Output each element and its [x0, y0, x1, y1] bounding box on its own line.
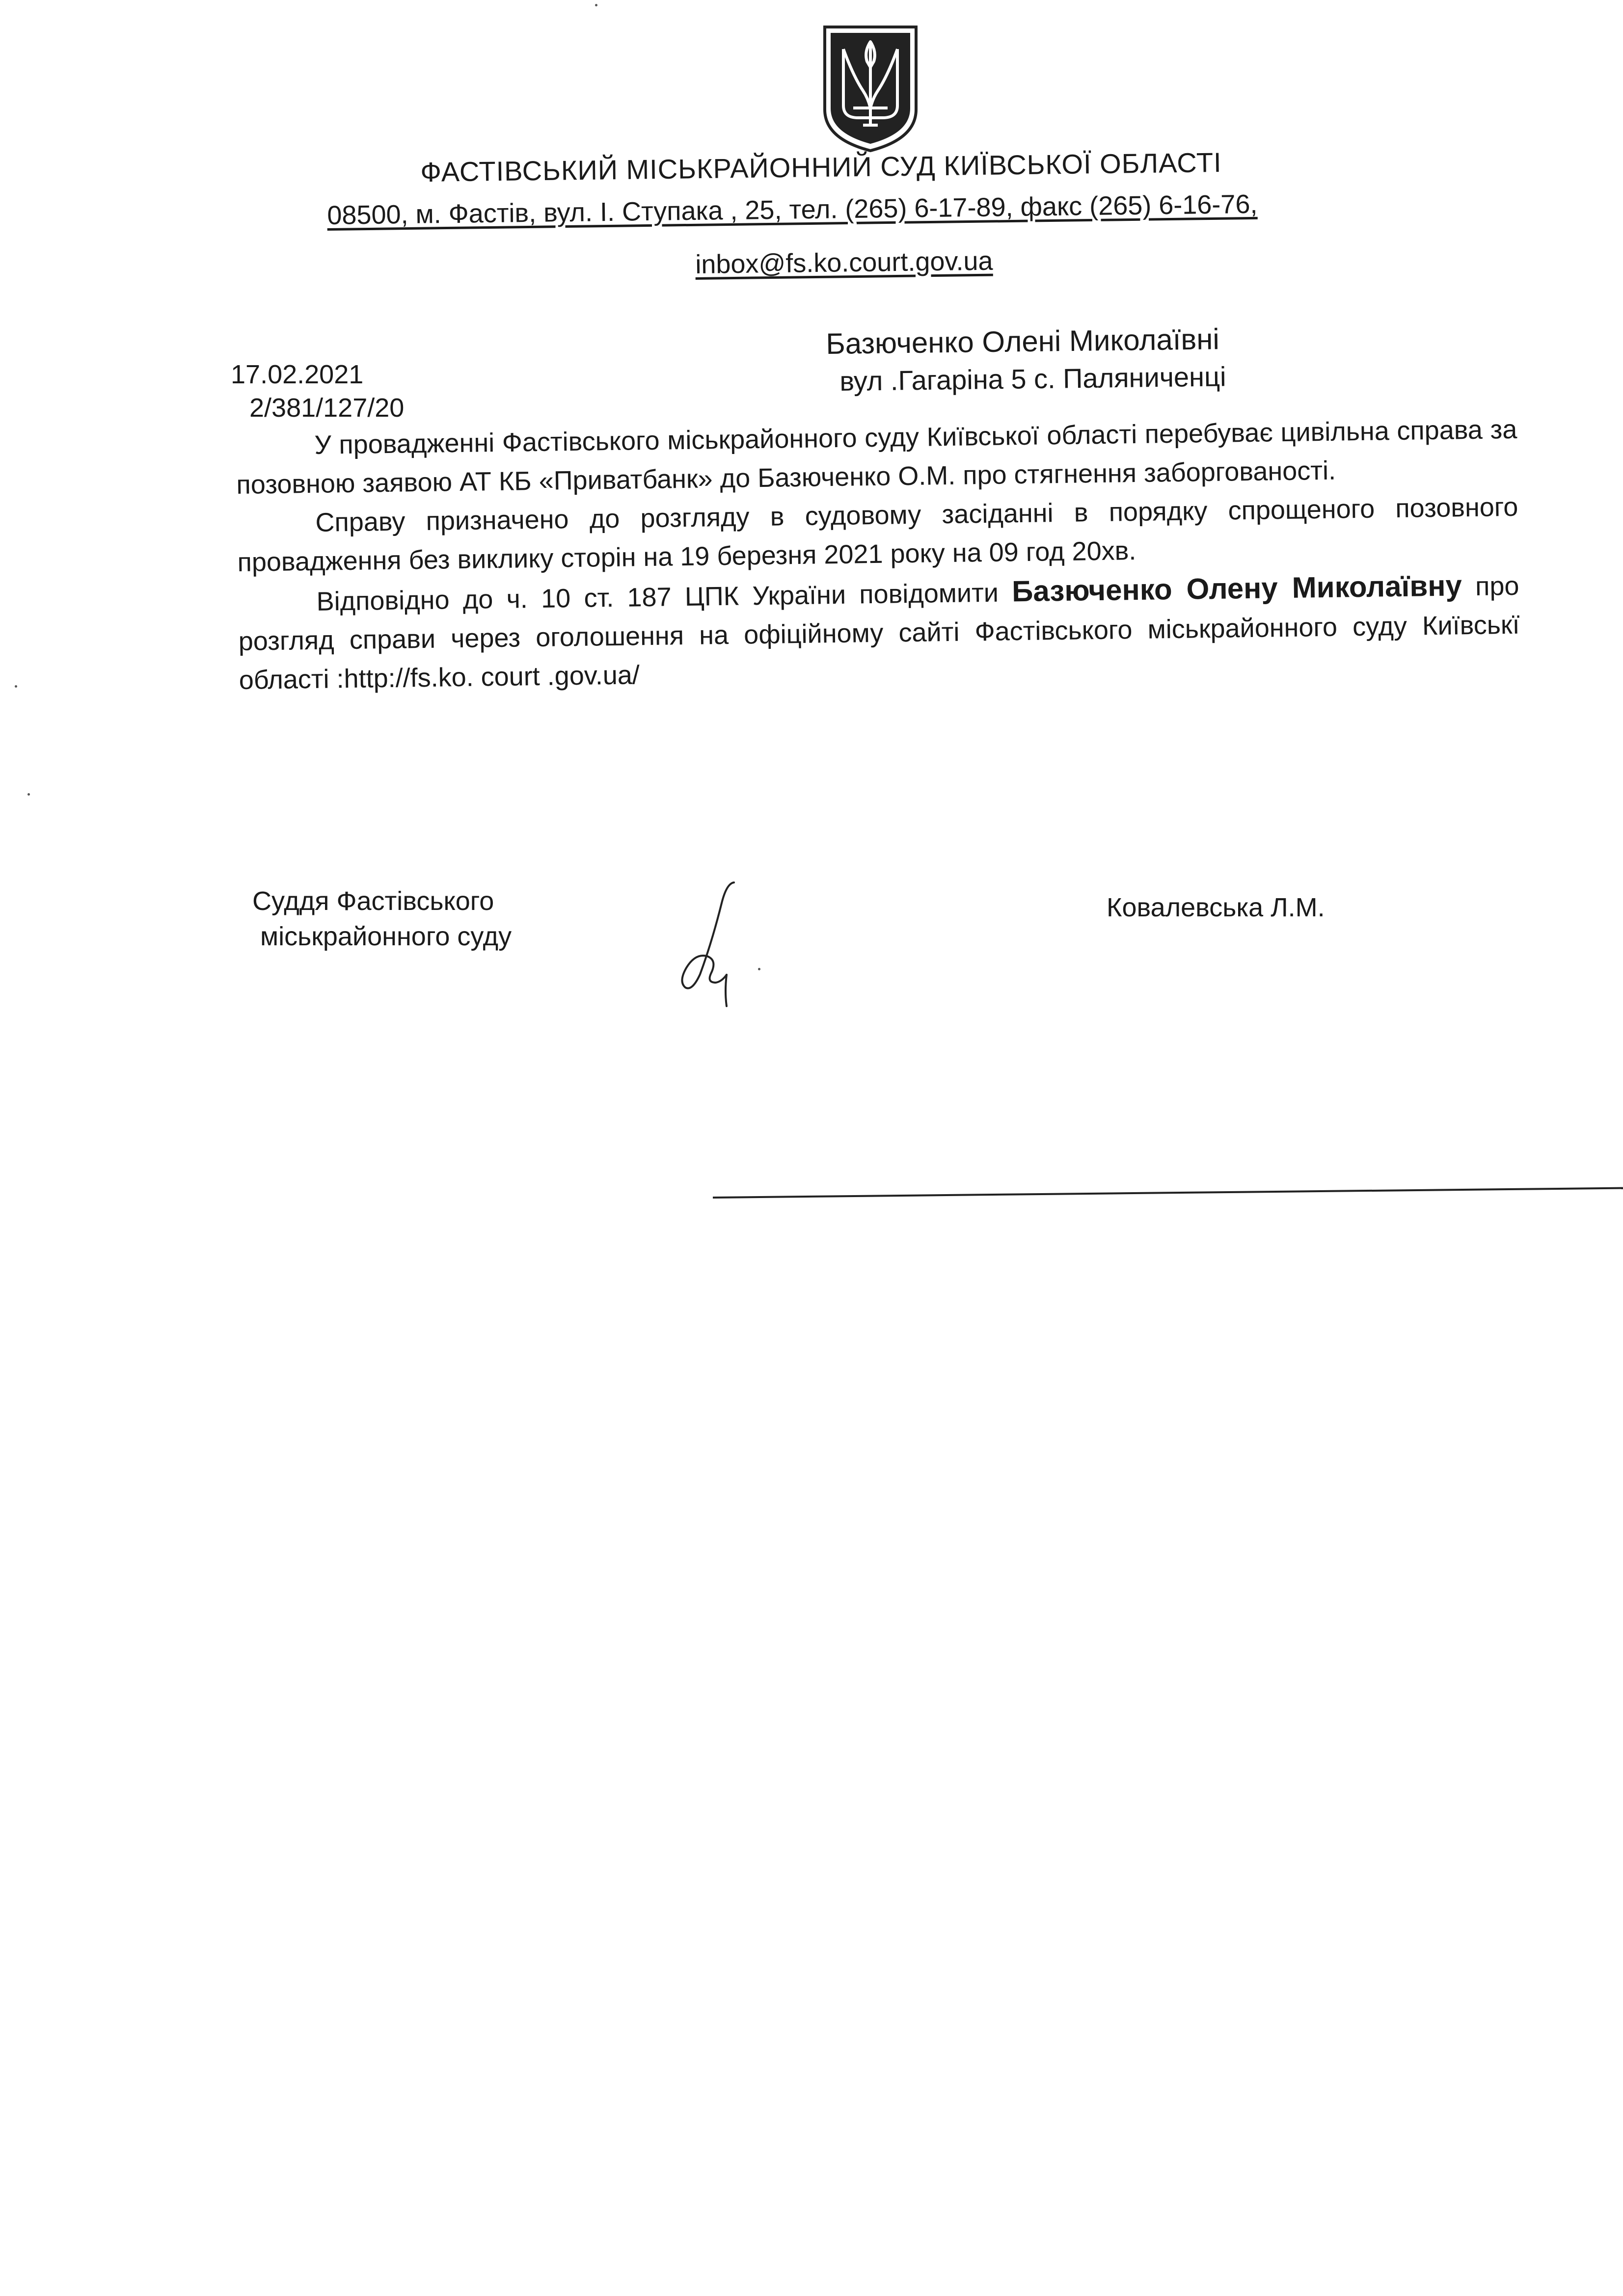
judge-position-line2: міськрайонного суду	[260, 922, 512, 951]
judge-name: Ковалевська Л.М.	[1107, 893, 1325, 922]
notified-person-name: Базюченко Олену Миколаївну	[1011, 569, 1462, 608]
court-email: inbox@fs.ko.court.gov.ua	[695, 246, 993, 279]
letter-body	[236, 410, 1520, 700]
letter-date: 17.02.2021	[231, 360, 364, 389]
scan-speck	[27, 793, 30, 796]
letter-number: 2/381/127/20	[249, 393, 405, 423]
trident-coat-of-arms-icon	[819, 22, 922, 155]
divider-line	[713, 1187, 1623, 1199]
scan-speck	[15, 685, 17, 688]
court-title: ФАСТІВСЬКИЙ МІСЬКРАЙОННИЙ СУД КИЇВСЬКОЇ ОБЛАСТІ	[420, 147, 1222, 187]
notice-text-start: Відповідно до ч. 10 ст. 187 ЦПК України повідомити	[316, 578, 1012, 616]
court-address: 08500, м. Фастів, вул. І. Ступака , 25, тел. (265) 6-17-89, факс (265) 6-16-76,	[327, 189, 1258, 230]
scan-speck	[758, 968, 760, 970]
handwritten-signature-icon	[653, 874, 751, 1021]
recipient-name: Базюченко Олені Миколаївні	[826, 322, 1220, 360]
scan-speck	[595, 4, 597, 6]
notice-text-end: про розгляд справи через оголошення на офіційному сайті Фастівського міськрайонного суду Київськї області :http://fs.ko. court .gov.ua/	[238, 571, 1520, 695]
body-paragraph-hearing: Справу призначено до розгляду в судовому засіданні в порядку спрощеного позовного провадження без виклику сторін на 19 березня 2021 року на 09 год 20хв.	[237, 492, 1518, 577]
body-paragraph-proceedings: У провадженні Фастівського міськрайонного суду Київської області перебуває цивільна справа за позовною заявою АТ КБ «Приватбанк» до Базюченко О.М. про стягнення заборгованості.	[236, 414, 1517, 500]
body-paragraph-notice	[238, 565, 1520, 700]
judge-position	[252, 883, 512, 954]
judge-position-line1: Суддя Фастівського	[252, 886, 494, 916]
recipient-address: вул .Гагаріна 5 с. Паляниченці	[839, 361, 1226, 397]
